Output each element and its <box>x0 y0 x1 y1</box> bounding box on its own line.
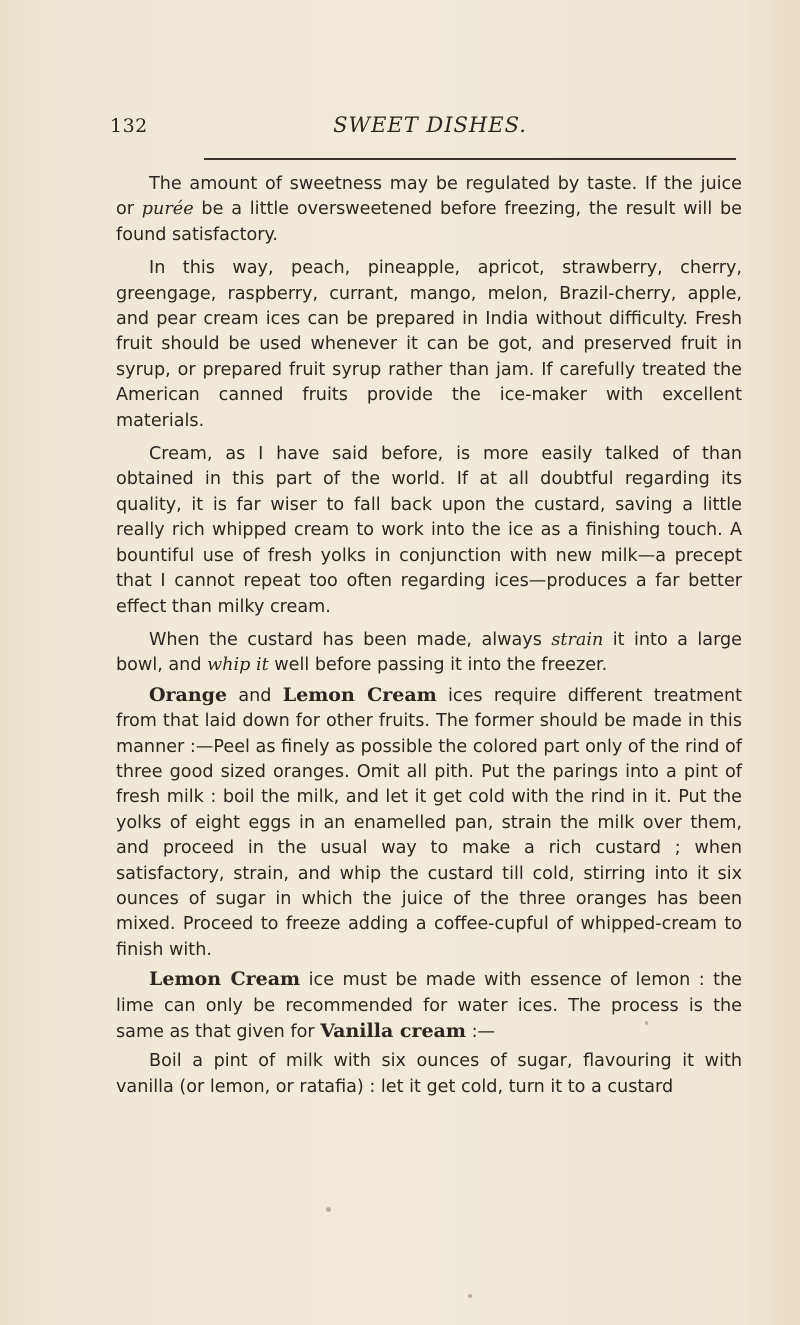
paragraph-lemon-cream: Lemon Cream ice must be made with essence of lemon : the lime can only be recommended for water ices. The process is the same as that given for Vanilla cream :— <box>116 968 742 1042</box>
page-header <box>110 105 750 145</box>
paragraph-cream: Cream, as I have said before, is more easily talked of than obtained in this part of the world. If at all doubtful regarding its quality, it is far wiser to fall back upon the custard, saving a little really rich whipped cream to work into the ice as a finishing touch. A bountiful use of fresh yolks in conjunction with new milk—a precept that I cannot repeat too often regarding ices—produces a far better effect than milky cream. <box>116 444 742 617</box>
paragraph-custard: When the custard has been made, always strain it into a large bowl, and whip it well before passing it into the freezer. <box>116 629 742 676</box>
italic-whip: whip it <box>207 655 269 676</box>
italic-puree: purée <box>141 199 194 220</box>
paper-fleck <box>645 1021 648 1025</box>
subheading-vanilla-cream: Vanilla cream <box>320 1020 466 1042</box>
running-title: SWEET DISHES. <box>333 113 527 137</box>
italic-strain: strain <box>551 629 604 650</box>
paper-fleck <box>326 1207 331 1212</box>
paper-fleck <box>468 1294 472 1298</box>
subheading-lemon-cream-2: Lemon Cream <box>149 968 301 991</box>
paragraph-boil-milk: Boil a pint of milk with six ounces of sugar, flavouring it with vanilla (or lemon, or ratafia) : let it get cold, turn it to a custard <box>116 1051 742 1097</box>
paragraph-fruit-list: In this way, peach, pineapple, apricot, strawberry, cherry, greengage, raspberry, currant, mango, melon, Brazil-cherry, apple, and pear cream ices can be prepared in India without difficulty. Fresh fruit should be used whenever it can be got, and preserved fruit in syrup, or prepared fruit syrup rather than jam. If carefully treated the American canned fruits provide the ice-maker with excellent materials. <box>116 258 742 431</box>
body-text <box>116 172 742 1108</box>
header-rule <box>204 158 736 160</box>
subheading-orange: Orange <box>149 683 228 706</box>
paragraph-orange-lemon: Orange and Lemon Cream ices require different treatment from that laid down for other fruits. The former should be made in this manner :—Peel as finely as possible the colored part only of the rind of three good sized oranges. Omit all pith. Put the parings into a pint of fresh milk : boil the milk, and let it get cold with the rind in it. Put the yolks of eight eggs in an enamelled pan, strain the milk over them, and proceed in the usual way to make a rich custard ; when satisfactory, strain, and whip the custard till cold, stirring into it six ounces of sugar in which the juice of the three oranges has been mixed. Proceed to freeze adding a coffee-cupful of whipped-cream to finish with. <box>116 683 742 960</box>
paragraph-sweetness: The amount of sweetness may be regulated by taste. If the juice or purée be a little oversweetened before freezing, the result will be found satisfactory. <box>116 174 742 245</box>
page-number: 132 <box>110 115 148 137</box>
subheading-lemon-cream: Lemon Cream <box>282 683 437 706</box>
